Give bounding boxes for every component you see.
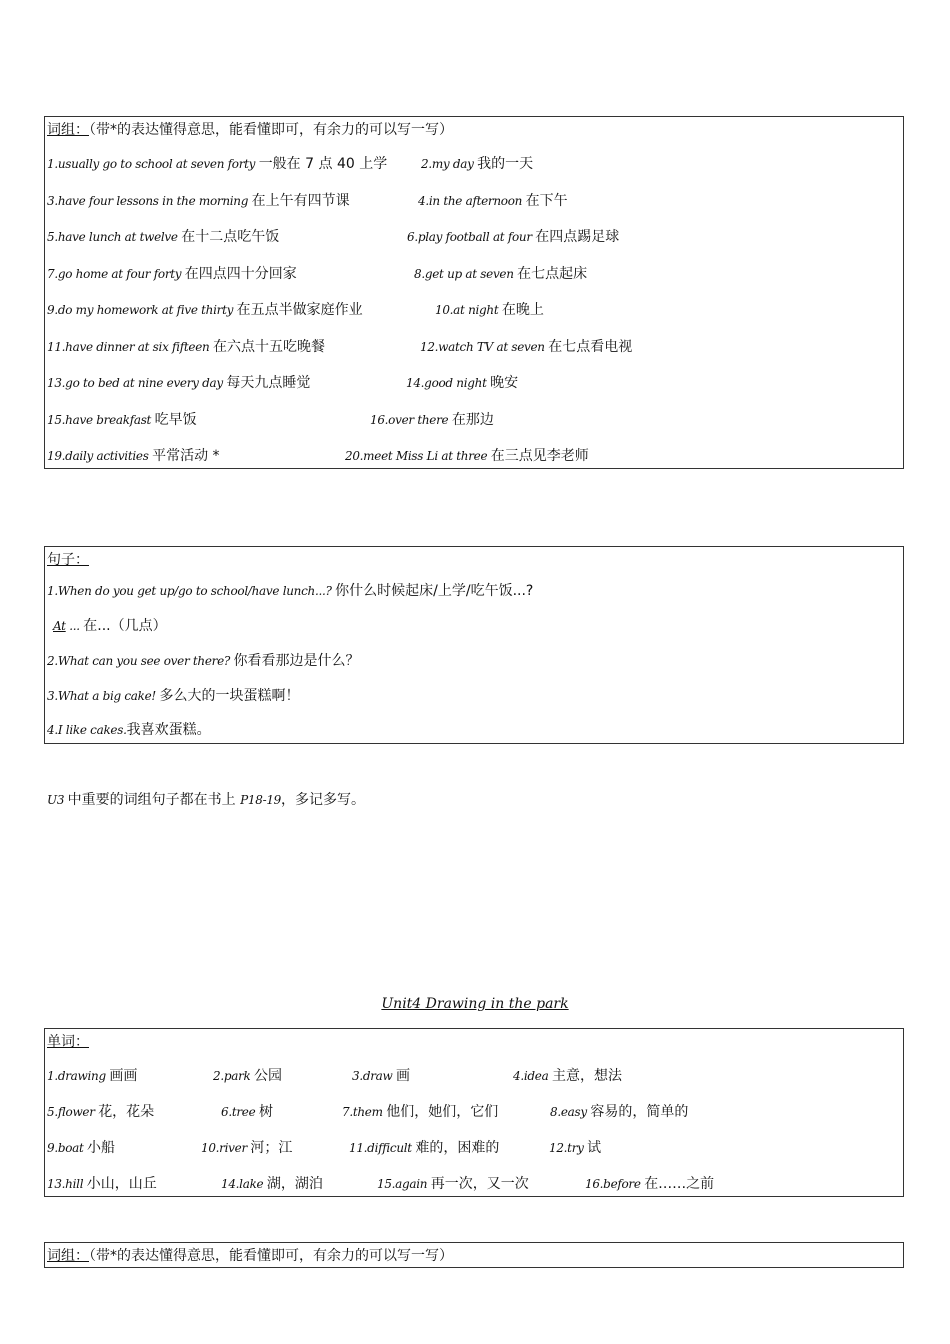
phrase-item: 10.at night 在晚上 xyxy=(435,302,544,318)
phrase-item: 19.daily activities 平常活动 * xyxy=(47,448,220,464)
phrase-item: 5.have lunch at twelve 在十二点吃午饭 xyxy=(47,229,280,245)
phrase-item: 6.play football at four 在四点踢足球 xyxy=(407,229,620,245)
word-item: 9.boat 小船 xyxy=(47,1140,116,1156)
sentence-line: 2.What can you see over there? 你看看那边是什么？ xyxy=(47,653,360,669)
phrase-item: 20.meet Miss Li at three 在三点见李老师 xyxy=(345,448,589,464)
phrase-item: 16.over there 在那边 xyxy=(370,412,494,428)
study-note: U3 中重要的词组句子都在书上 P18-19，多记多写。 xyxy=(47,792,365,808)
word-row xyxy=(47,1064,899,1088)
word-item: 15.again 再一次，又一次 xyxy=(377,1176,529,1192)
word-item: 7.them 他们，她们，它们 xyxy=(342,1104,499,1120)
phrase-item: 12.watch TV at seven 在七点看电视 xyxy=(420,339,633,355)
phrase-row xyxy=(47,225,899,249)
sentences-heading xyxy=(47,549,89,569)
phrase-row xyxy=(47,298,899,322)
phrase-item: 3.have four lessons in the morning 在上午有四节课 xyxy=(47,193,350,209)
word-item: 13.hill 小山，山丘 xyxy=(47,1176,157,1192)
word-item: 2.park 公园 xyxy=(213,1068,283,1084)
unit-title: Unit4 Drawing in the park xyxy=(381,996,569,1012)
word-row xyxy=(47,1100,899,1124)
word-item: 1.drawing 画画 xyxy=(47,1068,138,1084)
word-item: 16.before 在……之前 xyxy=(585,1176,715,1192)
word-item: 11.difficult 难的，困难的 xyxy=(349,1140,500,1156)
phrase-item: 2.my day 我的一天 xyxy=(421,156,534,172)
phrase-row xyxy=(47,152,899,176)
word-item: 4.idea 主意，想法 xyxy=(513,1068,622,1084)
word-item: 12.try 试 xyxy=(549,1140,602,1156)
word-item: 3.draw 画 xyxy=(352,1068,411,1084)
phrases-heading-note: （带*的表达懂得意思，能看懂即可，有余力的可以写一写） xyxy=(89,122,453,138)
sentence-line: 4.I like cakes.我喜欢蛋糕。 xyxy=(47,722,211,738)
phrase-row xyxy=(47,408,899,432)
phrases-heading-label: 词组： xyxy=(47,122,89,138)
words-heading xyxy=(47,1031,89,1051)
word-item: 14.lake 湖，湖泊 xyxy=(221,1176,323,1192)
phrase-item: 4.in the afternoon 在下午 xyxy=(418,193,568,209)
sentence-line: 3.What a big cake! 多么大的一块蛋糕啊！ xyxy=(47,688,300,704)
unit4-phrases-heading-note: （带*的表达懂得意思，能看懂即可，有余力的可以写一写） xyxy=(89,1248,453,1264)
sentence-line: At ... 在...（几点） xyxy=(53,618,167,634)
word-item: 8.easy 容易的，简单的 xyxy=(550,1104,689,1120)
phrase-item: 11.have dinner at six fifteen 在六点十五吃晚餐 xyxy=(47,339,325,355)
phrase-row xyxy=(47,371,899,395)
phrases-box xyxy=(44,116,904,469)
sentences-heading-label: 句子： xyxy=(47,552,89,568)
word-row xyxy=(47,1172,899,1196)
phrase-item: 14.good night 晚安 xyxy=(406,375,519,391)
word-item: 10.river 河；江 xyxy=(201,1140,293,1156)
phrase-row xyxy=(47,189,899,213)
phrase-row xyxy=(47,335,899,359)
phrase-item: 13.go to bed at nine every day 每天九点睡觉 xyxy=(47,375,311,391)
phrase-item: 9.do my homework at five thirty 在五点半做家庭作业 xyxy=(47,302,363,318)
words-box xyxy=(44,1028,904,1197)
phrase-item: 15.have breakfast 吃早饭 xyxy=(47,412,197,428)
unit4-phrases-box xyxy=(44,1242,904,1268)
word-item: 5.flower 花，花朵 xyxy=(47,1104,155,1120)
phrase-item: 1.usually go to school at seven forty 一般在 7 点 40 上学 xyxy=(47,156,388,172)
phrases-heading xyxy=(47,119,453,139)
word-row xyxy=(47,1136,899,1160)
word-item: 6.tree 树 xyxy=(221,1104,273,1120)
sentence-line: 1.When do you get up/go to school/have lunch...? 你什么时候起床/上学/吃午饭...? xyxy=(47,583,534,599)
phrase-item: 8.get up at seven 在七点起床 xyxy=(414,266,588,282)
phrase-row xyxy=(47,444,899,468)
unit4-phrases-heading xyxy=(47,1245,453,1265)
phrase-item: 7.go home at four forty 在四点四十分回家 xyxy=(47,266,297,282)
sentences-box xyxy=(44,546,904,744)
unit4-phrases-heading-label: 词组： xyxy=(47,1248,89,1264)
phrase-row xyxy=(47,262,899,286)
words-heading-label: 单词： xyxy=(47,1034,89,1050)
